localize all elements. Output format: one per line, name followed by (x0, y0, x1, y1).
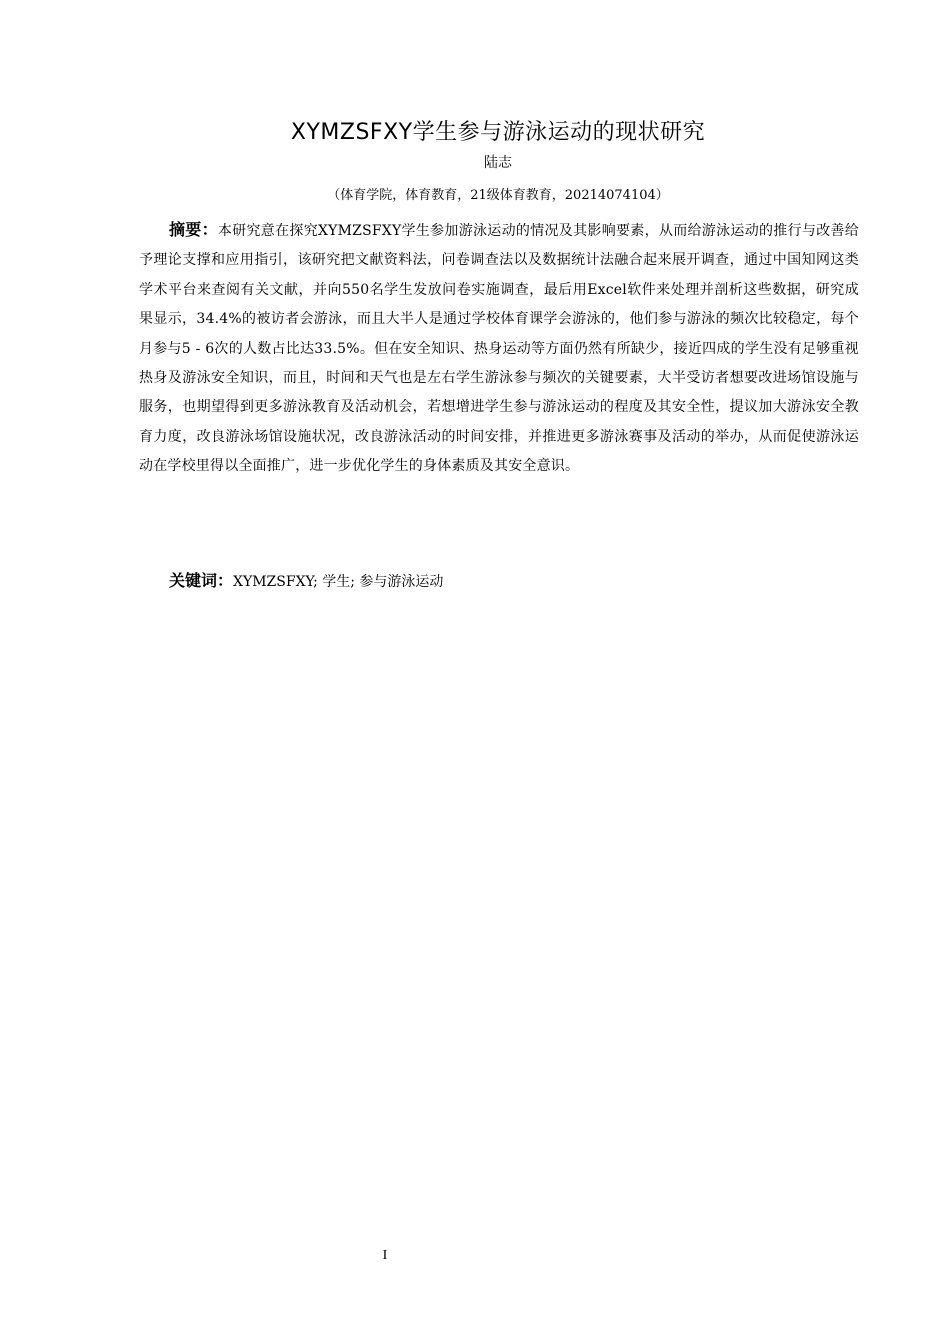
keywords-text: XYMZSFXY; 学生; 参与游泳运动 (233, 574, 444, 590)
author-name: 陆志 (484, 155, 512, 171)
keywords-label: 关键词： (169, 571, 234, 590)
abstract-text: 本研究意在探究XYMZSFXY学生参加游泳运动的情况及其影响要素，从而给游泳运动的推行与改善给予理论支撑和应用指引，该研究把文献资料法，问卷调查法以及数据统计法融合起来展开调查，通过中国知网这类学术平台来查阅有关文献，并向550名学生发放问卷实施调查，最后用Excel软件来处理并剖析这些数据，研究成果显示，34.4%的被访者会游泳，而且大半人是通过学校体育课学会游泳的，他们参与游泳的频次比较稳定，每个月参与5 - 6次的人数占比达33.5%。但在安全知识、热身运动等方面仍然有所缺少，接近四成的学生没有足够重视热身及游泳安全知识，而且，时间和天气也是左右学生游泳参与频次的关键要素，大半受访者想要改进场馆设施与服务，也期望得到更多游泳教育及活动机会，若想增进学生参与游泳运动的程度及其安全性，提议加大游泳安全教育力度，改良游泳场馆设施状况，改良游泳活动的时间安排，并推进更多游泳赛事及活动的举办，从而促使游泳运动在学校里得以全面推广，进一步优化学生的身体素质及其安全意识。 (139, 223, 859, 475)
abstract-label: 摘要： (169, 220, 218, 239)
keywords-line (169, 566, 859, 597)
author-affiliation: （体育学院，体育教育，21级体育教育，20214074104） (327, 188, 669, 203)
abstract-paragraph (139, 215, 859, 482)
paper-title: XYMZSFXY学生参与游泳运动的现状研究 (290, 120, 706, 145)
page-number: I (382, 1248, 388, 1263)
